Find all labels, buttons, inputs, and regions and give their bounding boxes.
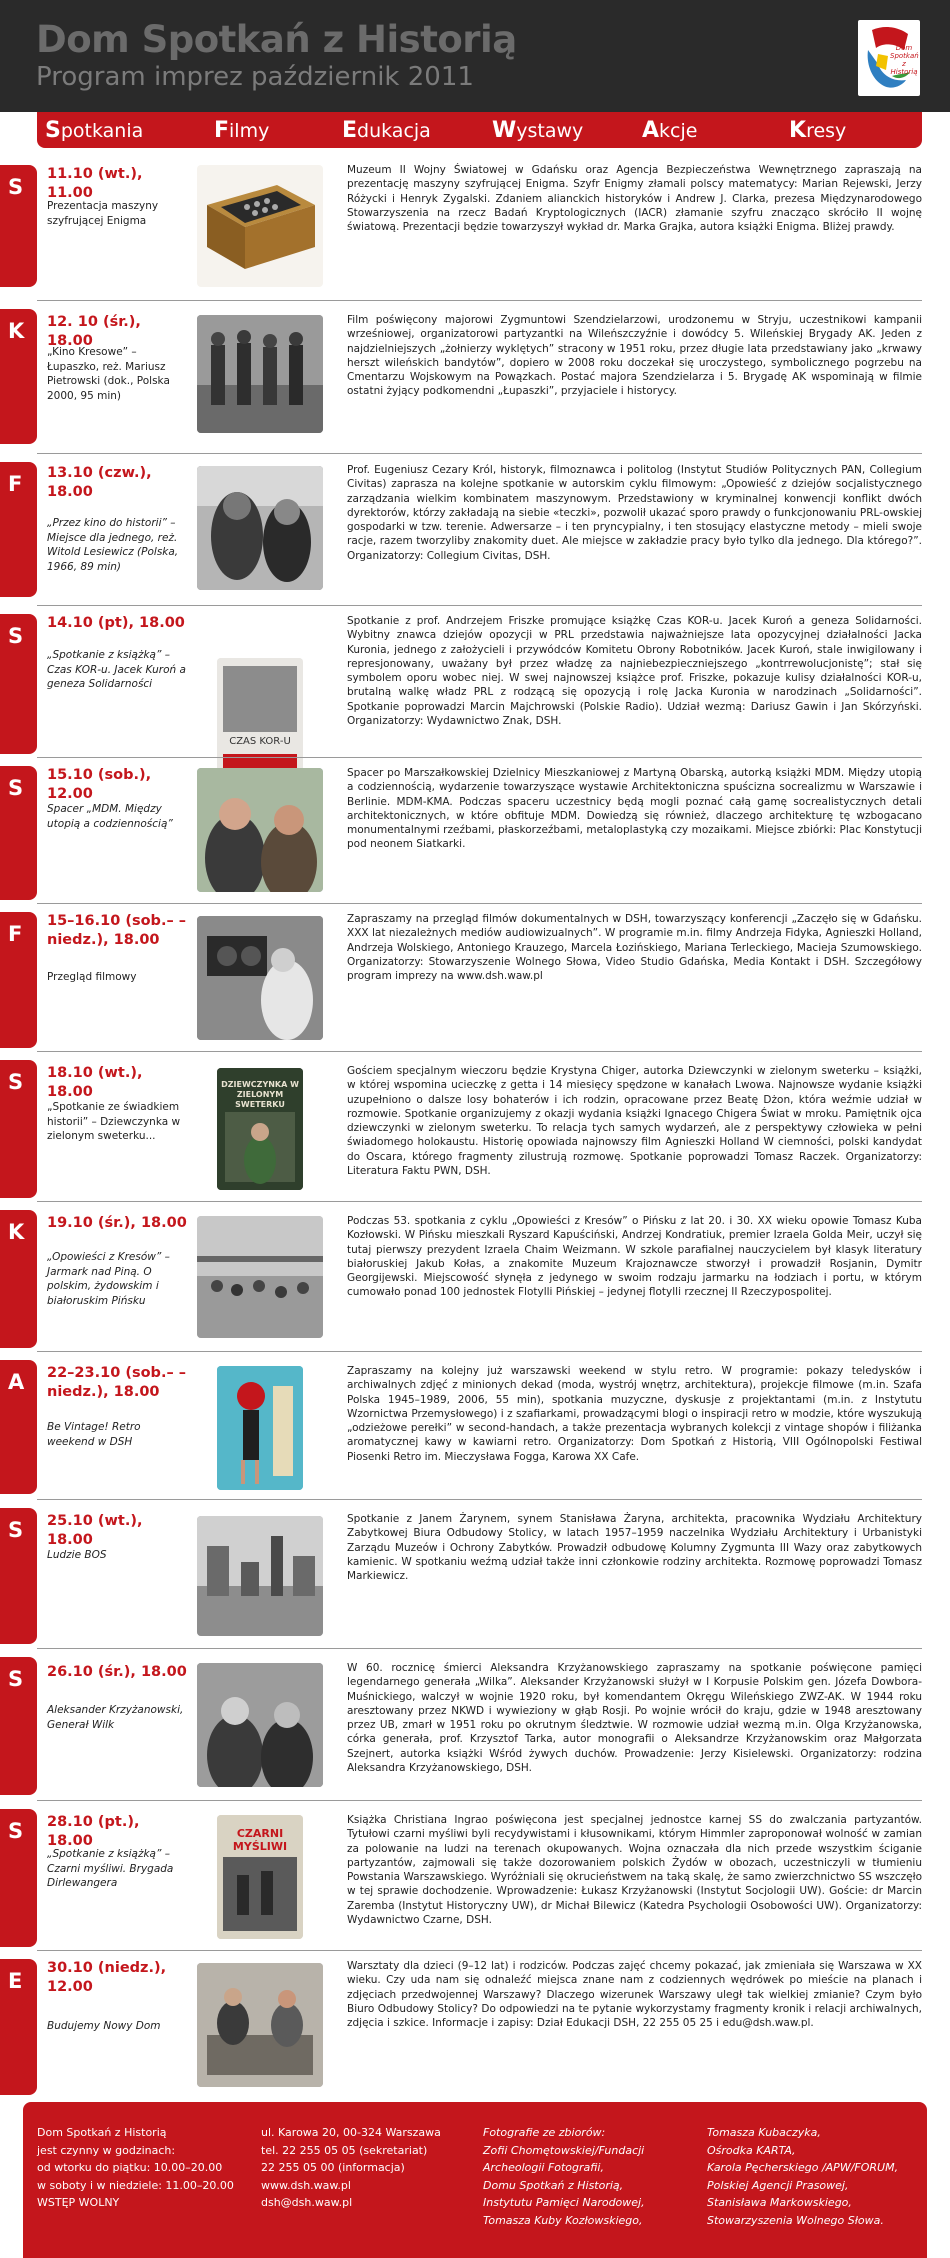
category-tag: F	[0, 912, 37, 1048]
workshop-children-photo	[197, 1963, 323, 2087]
event-description: Spacer po Marszałkowskiej Dzielnicy Mieszkaniowej z Martyną Obarską, autorką książki MDM. Między utopią a codziennością, wydarzenie towarzyszące wystawie Architektoniczna spuścizna socrealizmu w Warszawie i Berlinie. MDM-KMA. Podczas spaceru uczestnicy będą mogli poznać całą gamę socrealistycznych detali architektonicznych, w które obfituje MDM. Dowiedzą się również, dlaczego architekturę tę wzbogacano monumentalnymi rzeźbami, płaskorzeźbami, metaloplastyką czy mozaikami. Miejsce zbiórki: Plac Konstytucji pod neonem Siatkarki.	[347, 767, 922, 851]
event-subject: Spacer „MDM. Między utopią a codziennością”	[47, 803, 173, 830]
divider	[37, 1201, 922, 1202]
divider	[37, 300, 922, 301]
event-subject: „Spotkanie z książką” – Czarni myśliwi. Brygada Dirlewangera	[47, 1848, 174, 1889]
event-subject: „Kino Kresowe” – Łupaszko, reż. Mariusz Pietrowski (dok., Polska 2000, 95 min)	[47, 346, 170, 402]
event-date: 18.10 (wt.), 18.00	[47, 1065, 143, 1100]
photo-credits-continued: Tomasza Kubaczyka, Ośrodka KARTA, Karola Pęcherskiego /APW/FORUM, Polskiej Agencji Prasowej, Stanisława Markowskiego, Stowarzyszenia Wolnego Słowa.	[707, 2126, 899, 2227]
event-entry	[0, 458, 950, 600]
divider	[37, 1351, 922, 1352]
nav-filmy[interactable]: Filmy	[214, 118, 270, 143]
event-date: 15–16.10 (sob.– –niedz.), 18.00	[47, 913, 186, 948]
book-title: DZIEWCZYNKA W ZIELONYM SWETERKU	[221, 1080, 299, 1109]
film-still-photo	[197, 466, 323, 590]
contact-footer	[23, 2102, 927, 2258]
event-description: Spotkanie z Janem Żarynem, synem Stanisława Żaryna, architekta, pracownika Wydziału Architektury Zabytkowej Biura Odbudowy Stolicy, w latach 1957–1959 naczelnika Wydziału Architektury i Urbanistyki Zarządu Muzeów i Ochrony Zabytków. Prowadził odbudowę Kolumny Zygmunta III Wazy oraz zabytkowych kamienic. W spotkaniu weźmą udział także inni członkowie rodziny architekta. Rozmowę poprowadzi Tomasz Markiewicz.	[347, 1513, 922, 1583]
event-description: Zapraszamy na kolejny już warszawski weekend w stylu retro. W programie: pokazy teledysków i archiwalnych zdjęć z minionych dekad (moda, wystrój wnętrz, architektura), projekcje filmowe (m.in. Szafa Polska 1945–1989, 2006, 55 min), spotkania muzyczne, dyskusje z projektantami (m.in. z Instytutu Wzornictwa Przemysłowego) i z szafiarkami, prowadzącymi blogi o inspiracji retro w modzie, które wyszukują „odzieżowe perełki” w second-handach, a także prezentacja wybranych kolekcji z vintage shopów i filiżanka aromatycznej kawy w kawiarni retro. Organizatorzy: Dom Spotkań z Historią, VIII Ogólnopolski Festiwal Piosenki Retro im. Mieczysława Fogga, Karowa XX Cafe.	[347, 1365, 922, 1463]
book-cover-czarni-mysliwi	[217, 1815, 303, 1939]
category-tag: K	[0, 309, 37, 444]
event-date: 19.10 (śr.), 18.00	[47, 1215, 187, 1231]
retro-poster	[217, 1366, 303, 1490]
page-title: Dom Spotkań z Historią	[36, 18, 517, 61]
nav-kresy[interactable]: Kresy	[789, 118, 847, 143]
divider	[37, 1800, 922, 1801]
event-subject: Ludzie BOS	[47, 1549, 107, 1561]
event-entry	[0, 610, 950, 755]
event-entry	[0, 155, 950, 295]
category-tag: S	[0, 766, 37, 900]
book-title: CZAS KOR-U	[229, 736, 291, 747]
event-date: 12. 10 (śr.), 18.00	[47, 314, 141, 349]
contact-info: ul. Karowa 20, 00-324 Warszawa tel. 22 255 05 05 (sekretariat) 22 255 05 00 (informacja) www.dsh.waw.pl dsh@dsh.waw.pl	[261, 2124, 441, 2212]
category-tag: A	[0, 1360, 37, 1494]
event-entry	[0, 1805, 950, 1947]
divider	[37, 1051, 922, 1052]
event-description: Warsztaty dla dzieci (9–12 lat) i rodziców. Podczas zajęć chcemy pokazać, jak zmieniała się Warszawa w XX wieku. Czy uda nam się odnaleźć miejsca znane nam z codziennych wędrówek po mieście na planach i zdjęciach przedwojennej Warszawy? Dlaczego wizerunek Warszawy uległ tak wielkiej zmianie? Czym było Biuro Odbudowy Stolicy? Do odpowiedzi na te pytanie wykorzystamy fragmenty kronik i relacji archiwalnych, zdjęcia i szkice. Informacje i zapisy: Dział Edukacji DSH, 22 255 05 25 i edu@dsh.waw.pl.	[347, 1960, 922, 2030]
divider	[37, 1499, 922, 1500]
category-tag: E	[0, 1959, 37, 2095]
event-subject: Aleksander Krzyżanowski, Generał Wilk	[47, 1704, 184, 1731]
walk-participants-photo	[197, 768, 323, 892]
nav-wystawy[interactable]: Wystawy	[492, 118, 584, 143]
event-description: Spotkanie z prof. Andrzejem Friszke promujące książkę Czas KOR-u. Jacek Kuroń a geneza Solidarności. Wybitny znawca dziejów opozycji w PRL przedstawia najważniejsze lata opozycyjnej działalności Jacka Kuronia, jednego z założycieli i przywódców Komitetu Obrony Robotników. Jacek Kuroń, stale inwigilowany i represjonowany, uważany był przez władzę za najniebezpieczniejszego „kontrrewolucjonistę”; stał się symbolem oporu wobec niej. W swej najnowszej książce prof. Friszke, pokazuje kulisy działalności KOR-u, brutalną walkę władz PRL z rodzącą się opozycją i rolę Jacka Kuronia w narodzinach „Solidarności”. Spotkanie poprowadzi Marcin Majchrowski (Polskie Radio). Udział wezmą: Dariusz Gawin i Jan Skórzyński. Organizatorzy: Wydawnictwo Znak, DSH.	[347, 615, 922, 728]
event-subject: „Spotkanie ze świadkiem historii” – Dziewczynka w zielonym sweterku...	[47, 1101, 181, 1142]
website-link[interactable]: www.dsh.waw.pl	[261, 2178, 351, 2192]
email-link[interactable]: dsh@dsh.waw.pl	[261, 2196, 353, 2209]
enigma-machine-photo	[197, 165, 323, 287]
category-tag: F	[0, 462, 37, 597]
page-subtitle: Program imprez październik 2011	[36, 62, 474, 92]
general-wilk-photo	[197, 1663, 323, 1787]
event-subject: Budujemy Nowy Dom	[47, 2020, 161, 2032]
documentary-photo	[197, 916, 323, 1040]
event-entry	[0, 1955, 950, 2095]
category-tag: S	[0, 165, 37, 287]
nav-spotkania[interactable]: Spotkania	[45, 118, 144, 143]
event-entry	[0, 305, 950, 447]
partisans-photo	[197, 315, 323, 433]
event-entry	[0, 1056, 950, 1198]
category-tag: S	[0, 1809, 37, 1947]
divider	[37, 453, 922, 454]
event-date: 14.10 (pt), 18.00	[47, 615, 185, 631]
divider	[37, 757, 922, 758]
ruined-city-photo	[197, 1516, 323, 1636]
category-nav	[37, 112, 922, 148]
event-subject: „Przez kino do historii” – Miejsce dla jednego, reż. Witold Lesiewicz (Polska, 1966, 89 min)	[47, 517, 179, 573]
event-date: 11.10 (wt.), 11.00	[47, 166, 143, 201]
event-subject: „Opowieści z Kresów” – Jarmark nad Piną. O polskim, żydowskim i białoruskim Pińsku	[47, 1251, 170, 1307]
event-entry	[0, 908, 950, 1048]
event-date: 13.10 (czw.), 18.00	[47, 465, 152, 500]
divider	[37, 605, 922, 606]
event-entry	[0, 762, 950, 902]
divider	[37, 1648, 922, 1649]
event-description: Prof. Eugeniusz Cezary Król, historyk, filmoznawca i politolog (Instytut Studiów Politycznych PAN, Collegium Civitas) zaprasza na kolejne spotkanie w autorskim cyklu filmowym: „Opowieść z dziejów socjalistycznego zarządzania wielkim kombinatem maszynowym. Przedstawiony w kryminalnej konwencji konflikt dwóch dyrektorów, którzy zakładają na siebie «teczki», pozwolił ukazać sporo prawdy o funkcjonowaniu PRL-owskiej gospodarki w tzw. terenie. Adwersarze – i ten pryncypialny, i ten stosujący elastyczne metody – mieli swoje racje, razem tworzyliby znakomity duet. Ale miejsce w zakładzie pracy było tylko dla jednego. Dla którego?”. Organizatorzy: Collegium Civitas, DSH.	[347, 464, 922, 562]
event-description: Film poświęcony majorowi Zygmuntowi Szendzielarzowi, urodzonemu w Stryju, uczestnikowi kampanii wrześniowej, organizatorowi partyzantki na Wileńszczyźnie i dowódcy 5. Wileńskiej Brygady AK. Jeden z najdzielniejszych „żołnierzy wyklętych” stracony w 1951 roku, przez długie lata przedstawiany jako „krwawy herszt wileńskich bandytów”, dopiero w 2008 roku doczekał się uroczystego, symbolicznego pogrzebu na Cmentarzu Wojskowym na Powązkach. Postać majora Szendzielarza i 5. Brygadę AK wspominają w filmie ostatni żyjący podkomendni „Łupaszki”, przyjaciele i historycy.	[347, 314, 922, 398]
event-subject: „Spotkanie z książką” – Czas KOR-u. Jacek Kuroń a geneza Solidarności	[47, 649, 186, 690]
category-tag: K	[0, 1210, 37, 1348]
event-subject: Prezentacja maszyny szyfrującej Enigma	[47, 200, 159, 227]
event-entry	[0, 1206, 950, 1348]
event-entry	[0, 1504, 950, 1644]
event-description: Książka Christiana Ingrao poświęcona jest specjalnej jednostce karnej SS do zwalczania partyzantów. Tytułowi czarni myśliwi byli recydywistami i kłusownikami, którym Himmler zaproponował wolność w zamian za polowanie na ludzi na terenach okupowanych. Wojna oznaczała dla nich przede wszystkim ściganie partyzantów, zajmowali się także dozorowaniem polskich Żydów w obozach, uczestniczyli w tłumieniu Powstania Warszawskiego. Wyróżniali się okrucieństwem na taką skalę, że samo zwierzchnictwo SS wszczęło w tej sprawie dochodzenie. Wprowadzenie: Łukasz Krzyżanowski (Instytut Socjologii UW). Goście: dr Marcin Zaremba (Instytut Historyczny UW), dr Michał Bilewicz (Katedra Psychologii Osobowości UW). Organizatorzy: Wydawnictwo Czarne, DSH.	[347, 1814, 922, 1927]
event-subject: Przegląd filmowy	[47, 971, 137, 983]
nav-akcje[interactable]: Akcje	[642, 118, 698, 143]
category-tag: S	[0, 1060, 37, 1198]
event-date: 30.10 (niedz.), 12.00	[47, 1960, 167, 1995]
logo-text: Dom Spotkań z Historią	[890, 44, 919, 76]
event-entry	[0, 1356, 950, 1496]
event-description: Zapraszamy na przegląd filmów dokumentalnych w DSH, towarzyszący konferencji „Zaczęło się w Gdańsku. XXX lat niezależnych mediów audiowizualnych”. W programie m.in. filmy Andrzeja Fidyka, Agnieszki Holland, Andrzeja Wolskiego, Antoniego Krauzego, Marcela Łozińskiego, Mariana Terleckiego, Macieja Szumowskiego. Organizatorzy: Stowarzyszenie Wolnego Słowa, Video Studio Gdańska, Media Kontakt i DSH. Szczegółowy program imprezy na www.dsh.waw.pl	[347, 913, 922, 983]
event-entry	[0, 1653, 950, 1795]
event-date: 22–23.10 (sob.– –niedz.), 18.00	[47, 1365, 186, 1400]
event-subject: Be Vintage! Retro weekend w DSH	[47, 1421, 141, 1448]
pinsk-market-photo	[197, 1216, 323, 1338]
event-description: Muzeum II Wojny Światowej w Gdańsku oraz Agencja Bezpieczeństwa Wewnętrznego zapraszają na prezentację maszyny szyfrującej Enigma. Szyfr Enigmy złamali polscy matematycy: Marian Rejewski, Jerzy Różycki i Henryk Zygalski. Zdaniem alianckich historyków i Andrew J. Clarka, prezesa Międzynarodowego Stowarzyszenia na rzecz Badań Kryptologicznych (IACR) złamanie szyfru znacząco skróciło II wojnę światową. Prezentacji będzie towarzyszył wykład dr. Marka Grajka, autora książki Enigma. Bliżej prawdy.	[347, 164, 922, 234]
divider	[37, 1950, 922, 1951]
category-tag: S	[0, 1508, 37, 1644]
book-title: CZARNI MYŚLIWI	[232, 1827, 288, 1853]
event-description: Podczas 53. spotkania z cyklu „Opowieści z Kresów” o Pińsku z lat 20. i 30. XX wieku opowie Tomasz Kuba Kozłowski. W Pińsku mieszkali Ryszard Kapuściński, Andrzej Kondratiuk, premier Izraela Golda Meir, uczył się tutaj pierwszy prezydent Izraela Chaim Weizmann. W szkole parafialnej nauczycielem był klasyk literatury białoruskiej Jakub Kołas, a znakomite Muzeum Krajoznawcze stworzył i prowadził Rosjanin, Dymitr Georgijewski. Miejscowość słynęła z jedynego w swoim rodzaju jarmarku na łodziach i portu, w którym cumowało ponad 100 jednostek Flotylli Pińskiej – jedynej flotylli rzecznej II Rzeczypospolitej.	[347, 1215, 922, 1299]
event-date: 26.10 (śr.), 18.00	[47, 1664, 187, 1680]
event-description: W 60. rocznicę śmierci Aleksandra Krzyżanowskiego zapraszamy na spotkanie poświęcone pamięci legendarnego generała „Wilka”. Aleksander Krzyżanowski służył w I Korpusie Polskim gen. Józefa Dowbora-Muśnickiego, walczył w wojnie 1920 roku, był komendantem Okręgu Wileńskiego ZWZ-AK. W 1944 roku aresztowany przez NKWD i wywieziony w głąb Rosji. Po wojnie wrócił do kraju, gdzie w 1948 aresztowany przez UB, zmarł w 1951 roku po okrutnym śledztwie. W rozmowie udział wezmą m.in. Olga Krzyżanowska, córka generała, prof. Krzysztof Tarka, autor monografii o Aleksandrze Krzyżanowskim oraz Małgorzata Szejnert, autorka książki Wśród żywych duchów. Prowadzenie: Jerzy Kisielewski. Organizatorzy: rodzina Aleksandra Krzyżanowskiego, DSH.	[347, 1662, 922, 1775]
event-date: 28.10 (pt.), 18.00	[47, 1814, 140, 1849]
opening-hours: Dom Spotkań z Historią jest czynny w godzinach: od wtorku do piątku: 10.00–20.00 w soboty i w niedziele: 11.00–20.00 WSTĘP WOLNY	[37, 2126, 234, 2209]
category-tag: S	[0, 614, 37, 754]
divider	[37, 903, 922, 904]
event-date: 25.10 (wt.), 18.00	[47, 1513, 143, 1548]
book-cover-dziewczynka	[217, 1068, 303, 1190]
dsh-logo	[858, 20, 920, 96]
event-date: 15.10 (sob.), 12.00	[47, 767, 152, 802]
category-tag: S	[0, 1657, 37, 1795]
event-description: Gościem specjalnym wieczoru będzie Krystyna Chiger, autorka Dziewczynki w zielonym sweterku – książki, w której wspomina ucieczkę z getta i 14 miesięcy spędzone w kanałach Lwowa. Najnowsze wydanie książki uzupełniono o dalsze losy bohaterów i ich rodzin, opracowane przez Beatę Dżon, która weźmie udział w rozmowie. Spotkanie organizujemy z okazji wydania książki Ignacego Chigera Świat w mroku. Pamiętnik ojca dziewczynki w zielonym sweterku. To relacja tych samych wydarzeń, ale z perspektywy człowieka w pełni świadomego holokaustu. Historię opowiada najnowszy film Agnieszki Holland W ciemności, polski kandydat do Oscara, którego fragmenty zilustrują rozmowę. Spotkanie poprowadzi Tomasz Raczek. Organizatorzy: Literatura Faktu PWN, DSH.	[347, 1065, 922, 1178]
page-header	[0, 0, 950, 112]
photo-credits: Fotografie ze zbiorów: Zofii Chomętowskiej/Fundacji Archeologii Fotografii, Domu Spotkań z Historią, Instytutu Pamięci Narodowej, Tomasza Kuby Kozłowskiego,	[483, 2126, 645, 2227]
nav-edukacja[interactable]: Edukacja	[342, 118, 431, 143]
